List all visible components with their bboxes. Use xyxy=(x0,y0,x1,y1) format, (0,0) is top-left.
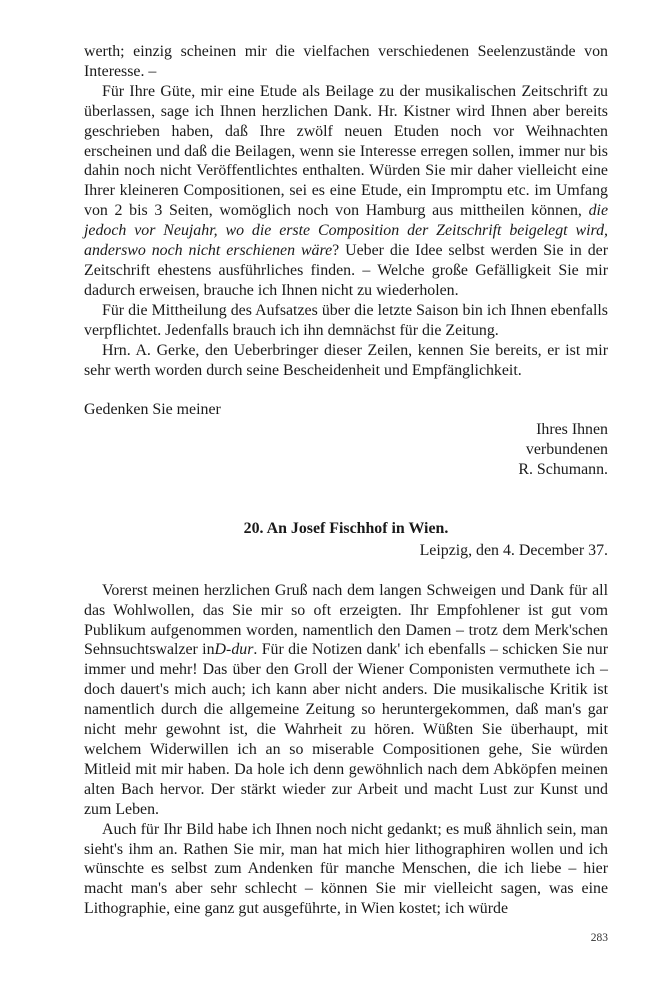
text-segment: Auch für Ihr Bild habe ich Ihnen noch nicht gedankt; es muß ähnlich sein, man sieht's ihm an. Rathen Sie mir, man hat mich hier lithographiren wollen und ich wünschte es selbst zum Andenken für manche Menschen, die ich liebe – hier macht man's aber sehr schlecht – können Sie mir vielleicht sagen, was eine Lithographie, eine ganz gut ausgeführte, in Wien kostet; ich würde xyxy=(84,820,608,918)
letter-19-paragraph xyxy=(84,82,608,301)
italic-text: die jedoch vor Neujahr, wo die erste Composition der Zeitschrift beigelegt wird, anderswo noch nicht erschienen wäre xyxy=(84,202,608,260)
letter-19-paragraph xyxy=(84,301,608,341)
text-segment: . Für die Notizen dank' ich ebenfalls – schicken Sie nur immer und mehr! Das über den Groll der Wiener Componisten vermuthete ich – doch dauert's mich auch; ich kann aber nicht anders. Die musikalische Kritik ist namentlich durch die allgemeine Zeitung so heruntergekommen, daß man's gar nicht mehr gewohnt ist, die Wahrheit zu hören. Wüßten Sie überhaupt, mit welchem Widerwillen ich an so miserable Compositionen gehe, Sie würden Mitleid mit mir haben. Da hole ich denn gewöhnlich nach dem Abköpfen meinen alten Bach hervor. Der stärkt wieder zur Arbeit und macht Lust zur Kunst und zum Leben. xyxy=(84,641,608,818)
text-segment: werth; einzig scheinen mir die vielfachen verschiedenen Seelenzustände von Interesse. – xyxy=(84,43,608,80)
text-segment: Für Ihre Güte, mir eine Etude als Beilage zu der musikalischen Zeitschrift zu überlassen, sage ich Ihnen herzlichen Dank. Hr. Kistner wird Ihnen aber bereits geschrieben haben, daß Ihre zwölf neuen Etuden noch vor Weihnachten erscheinen und daß die Beilagen, wenn sie Interesse erregen sollen, immer nur bis dahin noch nicht Veröffentlichtes enthalten. Würden Sie mir daher vielleicht eine Ihrer kleineren Compositionen, sei es eine Etude, ein Impromptu etc. im Umfang von 2 bis 3 Seiten, womöglich noch von Hamburg aus mittheilen können, xyxy=(84,82,608,220)
text-block xyxy=(84,42,608,919)
signature-line-1: Ihres Ihnen xyxy=(536,421,608,439)
page-number: 283 xyxy=(590,932,608,944)
letter-19-paragraph xyxy=(84,341,608,381)
letter-19-body xyxy=(84,42,608,380)
letter-20-paragraph xyxy=(84,820,608,920)
text-segment: Vorerst meinen herzlichen Gruß nach dem langen Schweigen und Dank für all das Wohlwollen, das Sie mir so oft erzeigten. Ihr Empfohlener ist gut vom Publikum aufgenommen worden, namentlich den Damen – trotz dem Merk'schen Sehnsuchtswalzer in xyxy=(84,581,608,659)
letter-19-paragraph xyxy=(84,42,608,82)
text-segment: Für die Mittheilung des Aufsatzes über die letzte Saison bin ich Ihnen ebenfalls verpflichtet. Jedenfalls brauch ich ihn demnächst für die Zeitung. xyxy=(84,301,608,339)
dateline: Leipzig, den 4. December 37. xyxy=(419,541,608,559)
italic-text: D-dur xyxy=(214,641,254,659)
closing-greeting: Gedenken Sie meiner xyxy=(84,401,221,419)
letter-20-body xyxy=(84,581,608,919)
signature-line-3: R. Schumann. xyxy=(518,461,608,479)
text-segment: Hrn. A. Gerke, den Ueberbringer dieser Zeilen, kennen Sie bereits, er ist mir sehr werth worden durch seine Bescheidenheit und Empfänglichkeit. xyxy=(84,341,608,379)
text-segment: ? Ueber die Idee selbst werden Sie in der Zeitschrift ehestens ausführliches finden. – Welche große Gefälligkeit Sie mir dadurch erweisen, brauche ich Ihnen nicht zu wiederholen. xyxy=(84,242,608,299)
signature-line-2: verbundenen xyxy=(525,441,608,459)
letter-heading: 20. An Josef Fischhof in Wien. xyxy=(243,519,449,537)
letter-20-paragraph xyxy=(84,581,608,820)
